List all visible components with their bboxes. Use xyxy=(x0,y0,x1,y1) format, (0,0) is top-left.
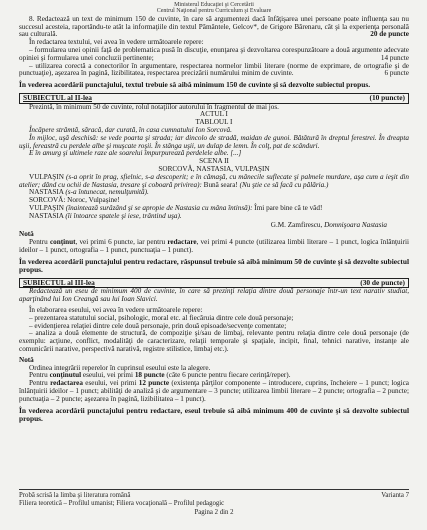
subject-3-note-label: Notă xyxy=(19,355,34,364)
subject-3-title: SUBIECTUL al III-lea xyxy=(23,278,95,288)
fragment-source xyxy=(19,222,409,230)
note-run: , vei primi 4 puncte (utilizarea limbii literare – 1 punct, logica înlănţuirii ideilor – 1 punct, ortografia – 1 punct, punctuaţia – 1 punct). xyxy=(19,238,409,255)
speaker-direction: (s-a oprit în prag, sfielnic, s-a descoperit; e în cămaşă, cu mânecile suflecate şi palmele murdare, aşa cum a ieşit din atelier; dând cu ochii de Nastasia, tresare şi coboară privirea): xyxy=(19,172,409,189)
item-8 xyxy=(19,16,409,89)
note-run: (existenţa părţilor componente – introducere, cuprins, încheiere – 1 punct; logica înlănţuirii ideilor – 1 punct; abilităţi de analiză şi de argumentare – 3 puncte; utilizarea limbii literare – 2 puncte; ortografia – 2 puncte; punctuaţia – 2 puncte; aşezarea în pagină, lizibilitatea – 1 punct). xyxy=(19,379,409,403)
guide-item-points: 6 puncte xyxy=(384,69,409,78)
dialogue-line xyxy=(19,213,409,221)
note-run: Pentru xyxy=(29,238,50,247)
subject-2-requirement: În vederea acordării punctajului pentru redactare, răspunsul trebuie să aibă minimum 50 de cuvinte şi să dezvolte subiectul propus. xyxy=(19,256,409,274)
speaker-name: NASTASIA xyxy=(29,188,64,197)
note-run-bold: redactare xyxy=(167,238,197,247)
speaker-direction: (îi întoarce spatele şi iese, trântind uşa). xyxy=(65,211,182,220)
guide-item-points: 14 puncte xyxy=(380,53,409,62)
subject-2-note xyxy=(19,239,409,255)
source-author: G.M. Zamfirescu, xyxy=(270,220,323,229)
exam-page xyxy=(19,2,409,423)
note-run-bold: conţinutul xyxy=(49,371,82,380)
note-run-bold: redactarea xyxy=(50,379,83,388)
subject-3-guide-item: – evidenţierea relaţiei dintre cele două personaje, prin două episoade/secvenţe comentate; xyxy=(29,321,287,330)
item-8-text: 8. Redactează un text de minimum 150 de cuvinte, în care să argumentezi dacă înfăţişarea unei persoane poate influenţa sau nu succesul acesteia, raportându-te atât la informaţiile din textul Pământele, Gelcov*, de Grigore Bărenaru, cât şi la experienţa personală sau culturală. xyxy=(19,14,409,39)
subject-3-note-order: Ordinea integrării reperelor în cuprinsul eseului este la alegere. xyxy=(29,363,211,372)
tableau-heading: TABLOUL I xyxy=(195,118,233,127)
act-heading: ACTUL I xyxy=(200,110,228,119)
item-8-task xyxy=(19,16,409,39)
dialogue-line xyxy=(19,174,409,190)
speaker-speech: Îmi pare bine că te văd! xyxy=(254,204,323,213)
scene-characters: SORCOVĂ, NASTASIA, VULPAŞIN xyxy=(158,165,270,174)
speaker-name: VULPAŞIN xyxy=(29,172,64,181)
exam-track: Filiera teoretică – Profilul umanist; Filiera vocaţională – Profilul pedagogic xyxy=(19,500,225,508)
subject-3-writing-scoring xyxy=(19,380,409,403)
page-number: Pagina 2 din 2 xyxy=(194,508,234,516)
note-run: Pentru xyxy=(29,379,51,388)
page-footer xyxy=(19,489,409,517)
note-run-bold: 18 puncte xyxy=(134,371,165,380)
subject-3-guide-item: – analiza a două elemente de structură, de compoziţie şi/sau de limbaj, relevante pentru relaţia dintre cele două personaje (de exemplu: acţiune, conflict, modalităţi de caracterizare, relaţii temporale şi spaţiale, incipit, final, tehnici narative, instanţe ale comunicării narative, perspectivă narativă, registre stilistice, limbaj etc.). xyxy=(19,329,409,353)
speaker-name: SORCOVĂ: xyxy=(29,196,66,205)
item-8-requirement: În vederea acordării punctajului, textul trebuie să aibă minimum 150 de cuvinte şi să dezvolte subiectul propus. xyxy=(19,80,371,90)
ministry-name: Ministerul Educaţiei şi Cercetării xyxy=(174,2,254,8)
subject-2 xyxy=(19,93,409,274)
speaker-direction: (înaintează surâzând şi se apropie de Nastasia cu mâna întinsă): xyxy=(65,204,253,213)
subject-2-note-label: Notă xyxy=(19,230,34,239)
subject-3-points: (30 de puncte) xyxy=(360,278,405,288)
subject-3-requirement: În vederea acordării punctajului pentru redactare, eseul trebuie să aibă minimum 400 de cuvinte şi să dezvolte subiectul propus. xyxy=(19,405,409,423)
exam-name: Probă scrisă la limba şi literatura română xyxy=(19,492,131,499)
note-run-bold: 12 puncte xyxy=(138,379,170,388)
subject-3 xyxy=(19,278,409,423)
subject-3-guide-intro: În elaborarea eseului, vei avea în vedere următoarele repere: xyxy=(29,306,203,315)
subject-3-guide-item: – prezentarea statutului social, psihologic, moral etc. al fiecăruia dintre cele două personaje; xyxy=(29,313,294,322)
speaker-speech: Noroc, Vulpaşine! xyxy=(67,196,120,205)
stage-direction: Încăpere strâmtă, săracă, dar curată, în casa cumnatului Ion Sorcovă. xyxy=(29,126,232,135)
subject-3-task: Redactează un eseu de minimum 400 de cuvinte, în care să prezinţi relaţia dintre două personaje într-un text narativ studiat, aparţinând lui Ion Creangă sau lui Ioan Slavici. xyxy=(19,287,409,304)
stage-direction: E în amurg şi ultimele raze ale soarelui împurpurează perdelele albe. [...] xyxy=(29,149,242,158)
note-run-bold: conţinut xyxy=(49,238,76,247)
subject-2-points: (10 puncte) xyxy=(369,93,405,103)
evaluation-center-name: Centrul Naţional pentru Curriculum şi Evaluare xyxy=(156,8,272,15)
item-8-guide-intro: În redactarea textului, vei avea în vedere următoarele repere: xyxy=(29,38,204,47)
guide-item-text: – formularea unei opinii faţă de problematica pusă în discuţie, enunţarea şi dezvoltarea corespunzătoare a două argumente adecvate opiniei şi formularea unei concluzii pertinente; xyxy=(19,46,409,62)
speaker-name: VULPAŞIN xyxy=(29,204,64,213)
scene-heading: SCENA II xyxy=(199,157,229,166)
subject-2-task: Prezintă, în minimum 50 de cuvinte, rolul notaţiilor autorului în fragmentul de mai jos. xyxy=(29,102,279,111)
item-8-guide-item xyxy=(19,63,409,79)
item-8-points: 20 de puncte xyxy=(370,30,409,39)
subject-2-title: SUBIECTUL al II-lea xyxy=(23,93,92,103)
speaker-direction: (s-a întunecat, nemulţumită). xyxy=(65,188,149,197)
exam-variant: Varianta 7 xyxy=(381,492,409,499)
page-header xyxy=(19,2,409,15)
note-run: eseului, vei primi xyxy=(81,371,135,380)
note-run: Pentru xyxy=(29,371,50,380)
note-run: , vei primi 6 puncte, iar pentru xyxy=(75,238,168,247)
stage-direction: În mijloc, uşă deschisă: se vede poarta şi strada; iar dincolo de stradă, maidan de gunoi. Bătătură în dreptul ferestrei. În dreapta uşii, fereastră cu perdele albe şi muşcate roşii. În stânga uşii, un dulap de lemn. În colţ, pat de scânduri. xyxy=(19,133,409,150)
item-8-guide-item xyxy=(19,47,409,63)
speaker-speech: Bună seara! xyxy=(203,180,238,189)
speaker-name: NASTASIA xyxy=(29,211,64,220)
note-run: (câte 6 puncte pentru fiecare cerinţă/reper). xyxy=(164,371,291,380)
guide-item-text: – utilizarea corectă a conectorilor în argumentare, respectarea normelor limbii literare (norme de exprimare, de ortografie şi de punctuaţie), aşezarea în pagină, lizibilitatea, respectarea precizării numărului minim de cuvinte. xyxy=(19,61,409,78)
footer-row xyxy=(19,492,409,500)
speaker-direction: (Nu ştie ce să facă cu pălăria.) xyxy=(239,180,329,189)
source-work: Domnişoara Nastasia xyxy=(324,220,387,229)
note-run: eseului, vei primi xyxy=(82,379,139,388)
